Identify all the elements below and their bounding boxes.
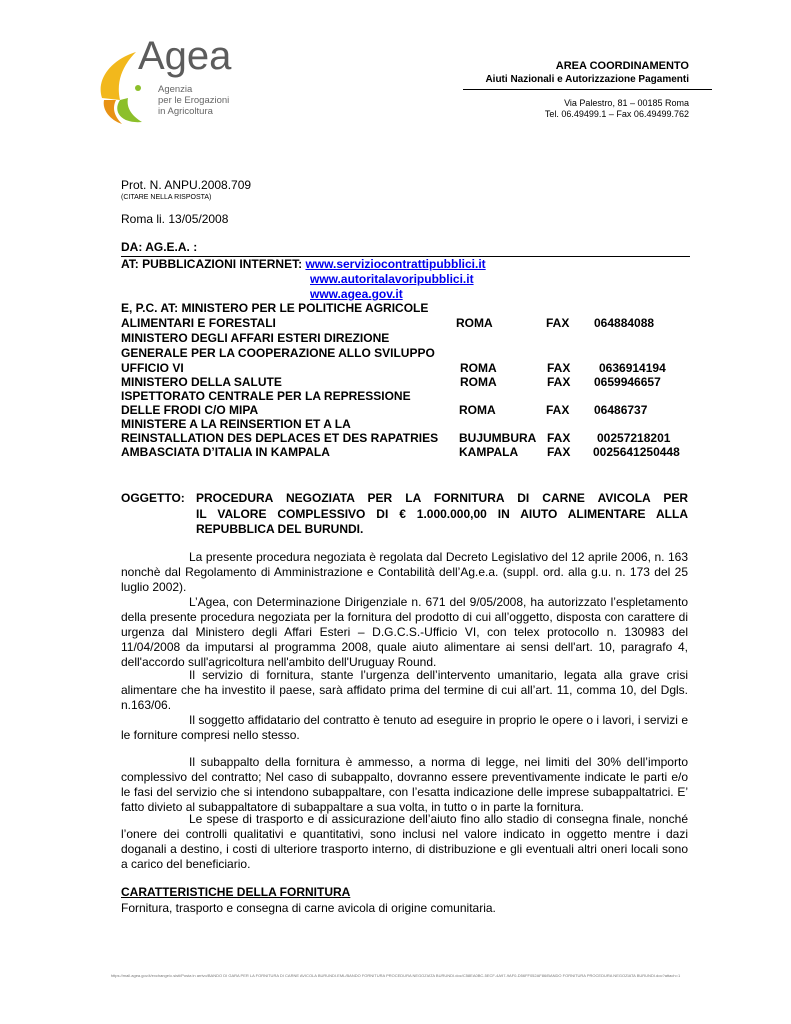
area-title: AREA COORDINAMENTO [555,60,689,72]
recipient-line: UFFICIO VI [121,361,184,375]
recipient-line: MINISTERO DEGLI AFFARI ESTERI DIREZIONE [121,331,390,345]
paragraph-text: La presente procedura negoziata è regolata dal Decreto Legislativo del 12 aprile 2006, n. 163 nonchè dal Regolamento di Amministrazione e Contabilità dell’Ag.e.a. (suppl. ord. alla g.u. n. 173 del 25 luglio 2002). [121,550,688,594]
fax-number: 06486737 [594,403,648,417]
header-divider [463,89,712,90]
recipient-line: MINISTERE A LA REINSERTION ET A LA [121,417,351,431]
protocol-number: Prot. N. ANPU.2008.709 [121,178,252,192]
paragraph-text: Le spese di trasporto e di assicurazione dell’aiuto fino allo stadio di consegna finale, nonché l’onere dei controlli qualitativi e quantitativi, sono inclusi nel valore indicato in oggetto mentre i dazi doganali a destino, i costi di ulteriore trasporto interno, di distribuzione e gli eventuali altri oneri locali sono a carico del beneficiario. [121,812,688,871]
paragraph [121,713,688,743]
fax-label: FAX [547,431,571,445]
recipient-line: AMBASCIATA D’ITALIA IN KAMPALA [121,445,330,459]
fax-label: FAX [547,361,571,375]
subject-line: IL VALORE COMPLESSIVO DI € 1.000.000,00 IN AIUTO ALIMENTARE ALLA [196,507,688,521]
fax-label: FAX [546,316,570,330]
recipient-line: E, P.C. AT: MINISTERO PER LE POLITICHE AGRICOLE [121,301,429,315]
subject-label: OGGETTO: [121,491,185,505]
fax-label: FAX [547,375,571,389]
section-title: CARATTERISTICHE DELLA FORNITURA [121,885,351,899]
recipient-line: ALIMENTARI E FORESTALI [121,316,276,330]
fax-label: FAX [547,445,571,459]
fax-number: 00257218201 [597,431,671,445]
fax-number: 0636914194 [599,361,666,375]
link-serviziocontrattipubblici[interactable]: www.serviziocontrattipubblici.it [305,257,486,271]
recipient-city: BUJUMBURA [459,431,537,445]
sender: DA: AG.E.A. : [121,240,198,254]
recipient-city: ROMA [460,375,497,389]
logo-subtitle [158,84,229,117]
paragraph [121,755,688,815]
recipient-line: MINISTERO DELLA SALUTE [121,375,282,389]
address: Via Palestro, 81 – 00185 Roma [564,98,689,108]
recipient-city: ROMA [456,316,493,330]
telephone: Tel. 06.49499.1 – Fax 06.49499.762 [544,109,689,119]
fax-label: FAX [546,403,570,417]
subject-line: PROCEDURA NEGOZIATA PER LA FORNITURA DI CARNE AVICOLA PER [196,491,688,505]
footer-url: https://mail.agea.gov.it/exchange/c.sisti/Posta in arrivo/BANDO DI GARA PER LA FORNITURA DI CARNE AVICOLA BURUNDI.EML/BANDO FORNITURA PROCEDURA NEGOZIATA BURUNDI.doc/C58EA0BC-5ECF-4A97-9AF0-D56FF052AF86/BANDO FORNITURA PROCEDURA NEGOZIATA BURUNDI.doc?attach=1 [110,973,681,978]
fax-number: 0659946657 [594,375,661,389]
paragraph [121,668,688,713]
paragraph [121,812,688,872]
subject-line: REPUBBLICA DEL BURUNDI. [196,522,364,536]
date: Roma li. 13/05/2008 [121,212,229,226]
to-label: AT: PUBBLICAZIONI INTERNET: [121,257,306,271]
paragraph-text: Il subappalto della fornitura è ammesso, a norma di legge, nei limiti del 30% dell’importo complessivo del contratto; Nel caso di subappalto, dovranno essere preventivamente indicate le parti e/o le fasi del servizio che si intendono subappaltare, con l’esatta indicazione delle imprese subappaltatrici. E’ fatto divieto al subappaltatore di subappaltare a sua volta, in tutto o in parte la fornitura. [121,755,688,814]
link-agea[interactable]: www.agea.gov.it [310,287,403,301]
logo-sub-line: in Agricoltura [158,106,213,117]
paragraph-text: Il soggetto affidatario del contratto è tenuto ad eseguire in proprio le opere o i lavori, i servizi e le forniture compresi nello stesso. [121,713,688,742]
protocol-note: (CITARE NELLA RISPOSTA) [121,194,212,201]
logo-sub-line: per le Erogazioni [158,95,230,106]
recipient-city: ROMA [460,361,497,375]
department: Aiuti Nazionali e Autorizzazione Pagamenti [485,74,689,85]
recipient-line: DELLE FRODI C/O MIPA [121,403,259,417]
agea-logo [92,36,234,126]
paragraph [121,595,688,670]
recipient-city: ROMA [459,403,496,417]
section-text: Fornitura, trasporto e consegna di carne avicola di origine comunitaria. [121,901,496,915]
recipient-line: GENERALE PER LA COOPERAZIONE ALLO SVILUPPO [121,346,435,360]
fax-number: 064884088 [594,316,655,330]
recipient-city: KAMPALA [459,445,519,459]
paragraph [121,550,688,595]
logo-wordmark: Agea [138,34,232,78]
recipient-line: REINSTALLATION DES DEPLACES ET DES RAPATRIES [121,431,439,445]
logo-sub-line: Agenzia [158,84,193,95]
to-line [121,257,486,271]
recipient-line: ISPETTORATO CENTRALE PER LA REPRESSIONE [121,389,411,403]
paragraph-text: Il servizio di fornitura, stante l’urgenza dell’intervento umanitario, legata alla grave crisi alimentare che ha investito il paese, sarà affidato prima del termine di cui all’art. 11, comma 10, del Dgls. n.163/06. [121,668,688,712]
link-autoritalavoripubblici[interactable]: www.autoritalavoripubblici.it [310,272,474,286]
fax-number: 0025641250448 [593,445,680,459]
paragraph-text: L’Agea, con Determinazione Dirigenziale n. 671 del 9/05/2008, ha autorizzato l’espletamento della presente procedura negoziata per la fornitura del prodotto di cui all’oggetto, disposta con carattere di urgenza dal Ministero degli Affari Esteri – D.G.C.S.-Ufficio VI, con telex protocollo n. 130983 del 11/04/2008 da imputarsi al programma 2008, quale aiuto alimentare ai sensi dell'art. 10, paragrafo 4, dell'accordo sull'agricoltura nell'ambito dell'Uruguay Round. [121,595,688,669]
